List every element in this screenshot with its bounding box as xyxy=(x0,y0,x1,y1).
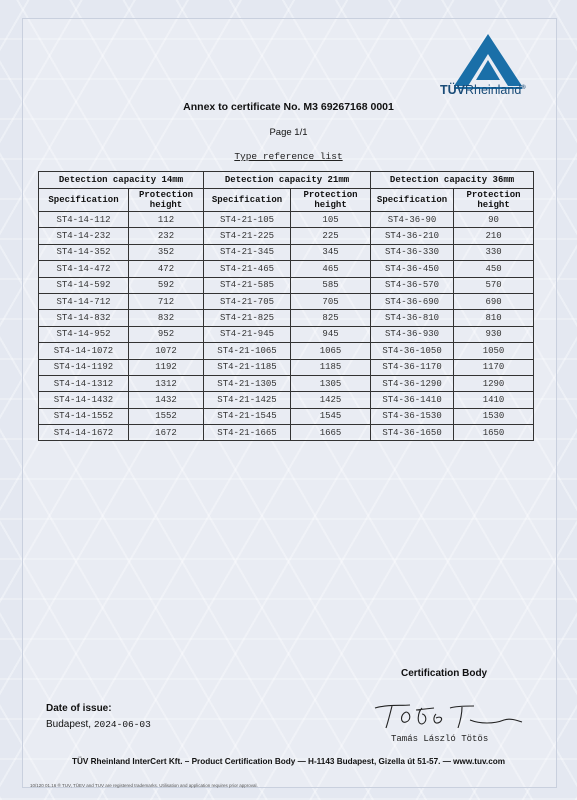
protection-height-cell: 345 xyxy=(291,244,371,260)
specification-cell: ST4-14-1552 xyxy=(39,408,129,424)
group-header-14mm: Detection capacity 14mm xyxy=(39,172,204,189)
table-row xyxy=(39,392,534,408)
specification-cell: ST4-36-1530 xyxy=(371,408,454,424)
specification-cell: ST4-21-465 xyxy=(204,261,291,277)
table-row xyxy=(39,343,534,359)
specification-cell: ST4-14-1312 xyxy=(39,375,129,391)
protection-height-cell: 225 xyxy=(291,228,371,244)
protection-height-cell: 952 xyxy=(129,326,204,342)
tuv-rheinland-logotype: TÜVRheinland® xyxy=(440,83,526,97)
specification-cell: ST4-21-1305 xyxy=(204,375,291,391)
protection-height-cell: 450 xyxy=(454,261,534,277)
protection-height-cell: 210 xyxy=(454,228,534,244)
protection-height-cell: 1290 xyxy=(454,375,534,391)
specification-cell: ST4-21-345 xyxy=(204,244,291,260)
table-row xyxy=(39,277,534,293)
specification-cell: ST4-21-1545 xyxy=(204,408,291,424)
specification-cell: ST4-36-930 xyxy=(371,326,454,342)
signatory-name: Tamás László Tötös xyxy=(391,734,489,744)
protection-height-cell: 930 xyxy=(454,326,534,342)
protection-height-cell: 585 xyxy=(291,277,371,293)
fine-print: 10/120 01.16 ® TUV, TÜEV and TUV are registered trademarks. Utilisation and application requires prior approval. xyxy=(30,783,258,788)
certification-body-label: Certification Body xyxy=(401,668,488,679)
handwritten-signature xyxy=(370,700,530,734)
specification-cell: ST4-36-570 xyxy=(371,277,454,293)
protection-height-cell: 1672 xyxy=(129,425,204,441)
specification-cell: ST4-21-825 xyxy=(204,310,291,326)
table-row xyxy=(39,228,534,244)
protection-height-cell: 105 xyxy=(291,212,371,228)
specification-cell: ST4-21-945 xyxy=(204,326,291,342)
specification-cell: ST4-21-1665 xyxy=(204,425,291,441)
protection-height-cell: 825 xyxy=(291,310,371,326)
specification-cell: ST4-14-112 xyxy=(39,212,129,228)
specification-cell: ST4-14-712 xyxy=(39,293,129,309)
protection-height-cell: 1425 xyxy=(291,392,371,408)
protection-height-cell: 1170 xyxy=(454,359,534,375)
protection-height-cell: 352 xyxy=(129,244,204,260)
document-title: Annex to certificate No. M3 69267168 0001 xyxy=(183,101,394,113)
table-row xyxy=(39,359,534,375)
protection-height-cell: 1552 xyxy=(129,408,204,424)
protection-height-cell: 1650 xyxy=(454,425,534,441)
specification-cell: ST4-21-225 xyxy=(204,228,291,244)
specification-cell: ST4-21-105 xyxy=(204,212,291,228)
protection-height-cell: 90 xyxy=(454,212,534,228)
specification-cell: ST4-36-810 xyxy=(371,310,454,326)
footer-address: TÜV Rheinland InterCert Kft. – Product Certification Body — H-1143 Budapest, Gizella út 51-57. — www.tuv.com xyxy=(71,757,506,766)
protection-height-cell: 1530 xyxy=(454,408,534,424)
table-row xyxy=(39,261,534,277)
page-number: Page 1/1 xyxy=(269,127,308,138)
specification-cell: ST4-14-952 xyxy=(39,326,129,342)
specification-cell: ST4-21-585 xyxy=(204,277,291,293)
specification-cell: ST4-36-1050 xyxy=(371,343,454,359)
issue-city: Budapest, xyxy=(46,719,92,730)
specification-cell: ST4-36-1650 xyxy=(371,425,454,441)
table-row xyxy=(39,244,534,260)
protection-height-cell: 330 xyxy=(454,244,534,260)
specification-cell: ST4-36-1290 xyxy=(371,375,454,391)
specification-cell: ST4-21-1425 xyxy=(204,392,291,408)
protection-height-cell: 592 xyxy=(129,277,204,293)
protection-height-cell: 1545 xyxy=(291,408,371,424)
protection-height-cell: 1312 xyxy=(129,375,204,391)
column-header-specification: Specification xyxy=(204,189,291,212)
protection-height-cell: 1072 xyxy=(129,343,204,359)
specification-cell: ST4-14-1072 xyxy=(39,343,129,359)
protection-height-cell: 810 xyxy=(454,310,534,326)
protection-height-cell: 465 xyxy=(291,261,371,277)
group-header-21mm: Detection capacity 21mm xyxy=(204,172,371,189)
table-row xyxy=(39,212,534,228)
specification-cell: ST4-21-1065 xyxy=(204,343,291,359)
specification-cell: ST4-36-1410 xyxy=(371,392,454,408)
specification-cell: ST4-14-1672 xyxy=(39,425,129,441)
protection-height-cell: 690 xyxy=(454,293,534,309)
protection-height-cell: 705 xyxy=(291,293,371,309)
specification-cell: ST4-36-210 xyxy=(371,228,454,244)
issue-date: 2024-06-03 xyxy=(93,719,151,730)
specification-cell: ST4-36-1170 xyxy=(371,359,454,375)
protection-height-cell: 1050 xyxy=(454,343,534,359)
specification-cell: ST4-36-450 xyxy=(371,261,454,277)
table-row xyxy=(39,408,534,424)
protection-height-cell: 1065 xyxy=(291,343,371,359)
protection-height-cell: 945 xyxy=(291,326,371,342)
protection-height-cell: 1185 xyxy=(291,359,371,375)
table-row xyxy=(39,293,534,309)
table-row xyxy=(39,375,534,391)
type-reference-table xyxy=(38,171,534,441)
date-of-issue-value xyxy=(46,719,151,730)
protection-height-cell: 232 xyxy=(129,228,204,244)
column-header-protection-height: Protection height xyxy=(291,189,371,212)
protection-height-cell: 1410 xyxy=(454,392,534,408)
protection-height-cell: 472 xyxy=(129,261,204,277)
protection-height-cell: 112 xyxy=(129,212,204,228)
specification-cell: ST4-14-832 xyxy=(39,310,129,326)
specification-cell: ST4-36-690 xyxy=(371,293,454,309)
specification-cell: ST4-21-705 xyxy=(204,293,291,309)
table-row xyxy=(39,326,534,342)
protection-height-cell: 1432 xyxy=(129,392,204,408)
protection-height-cell: 1305 xyxy=(291,375,371,391)
column-header-protection-height: Protection height xyxy=(129,189,204,212)
specification-cell: ST4-14-592 xyxy=(39,277,129,293)
column-header-protection-height: Protection height xyxy=(454,189,534,212)
specification-cell: ST4-36-330 xyxy=(371,244,454,260)
date-of-issue-label: Date of issue: xyxy=(46,703,112,714)
group-header-36mm: Detection capacity 36mm xyxy=(371,172,534,189)
list-title: Type reference list xyxy=(234,151,343,162)
table-row xyxy=(39,425,534,441)
specification-cell: ST4-14-352 xyxy=(39,244,129,260)
column-header-specification: Specification xyxy=(371,189,454,212)
protection-height-cell: 1192 xyxy=(129,359,204,375)
table-body xyxy=(39,212,534,441)
specification-cell: ST4-14-1432 xyxy=(39,392,129,408)
specification-cell: ST4-36-90 xyxy=(371,212,454,228)
protection-height-cell: 570 xyxy=(454,277,534,293)
protection-height-cell: 832 xyxy=(129,310,204,326)
specification-cell: ST4-14-232 xyxy=(39,228,129,244)
protection-height-cell: 1665 xyxy=(291,425,371,441)
column-header-specification: Specification xyxy=(39,189,129,212)
specification-cell: ST4-14-1192 xyxy=(39,359,129,375)
table-row xyxy=(39,310,534,326)
protection-height-cell: 712 xyxy=(129,293,204,309)
specification-cell: ST4-14-472 xyxy=(39,261,129,277)
specification-cell: ST4-21-1185 xyxy=(204,359,291,375)
